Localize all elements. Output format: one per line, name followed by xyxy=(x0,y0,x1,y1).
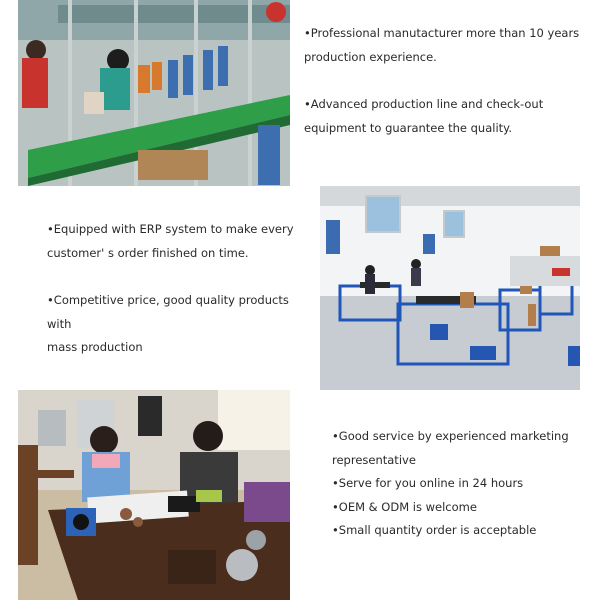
feature-line: •Advanced production line and check-out xyxy=(304,97,544,111)
feature-line: •Equipped with ERP system to make every xyxy=(47,222,294,236)
feature-line: •Small quantity order is acceptable xyxy=(332,523,537,537)
feature-line: mass production xyxy=(47,340,143,354)
feature-line: •Good service by experienced marketing xyxy=(332,429,569,443)
feature-list-service xyxy=(332,425,594,543)
feature-line: •Serve for you online in 24 hours xyxy=(332,476,524,490)
feature-line: equipment to guarantee the quality. xyxy=(304,120,512,135)
factory-production-line-photo xyxy=(18,0,290,186)
office-meeting-photo xyxy=(18,390,290,600)
feature-line: •OEM & ODM is welcome xyxy=(332,499,477,514)
spacer xyxy=(304,69,594,93)
feature-list-erp xyxy=(47,218,312,360)
feature-line: customer' s order finished on time. xyxy=(47,245,249,260)
feature-list-production xyxy=(304,22,594,140)
feature-line: •Professional manutacturer more than 10 years xyxy=(304,26,580,40)
feature-line: production experience. xyxy=(304,49,437,64)
spacer xyxy=(47,265,312,289)
factory-workshop-photo xyxy=(320,186,580,390)
feature-line: •Competitive price, good quality products with xyxy=(47,293,289,331)
feature-line: representative xyxy=(332,452,416,467)
